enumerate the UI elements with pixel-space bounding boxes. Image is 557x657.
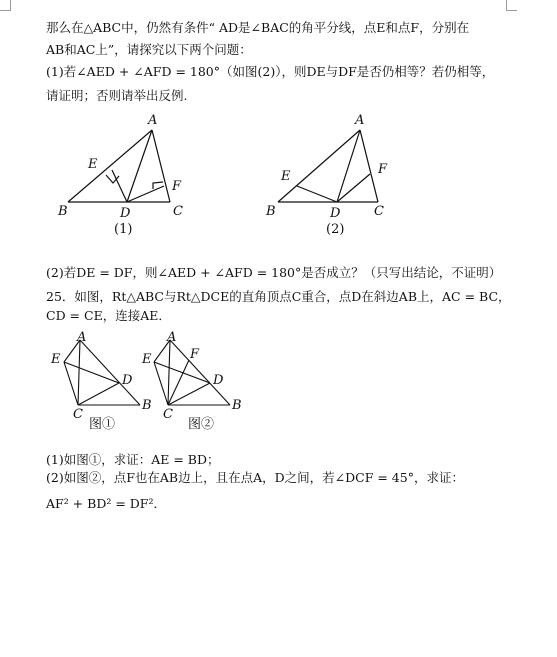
text-line-5: (2)若DE = DF，则∠AED + ∠AFD = 180°是否成立？（只写出结论，不证明） (46, 265, 502, 280)
text-line-9: (2)如图②，点F也在AB边上，且在点A，D之间，若∠DCF = 45°，求证： (46, 470, 464, 485)
fig4-label-B: B (232, 398, 242, 413)
fig1-label-B: B (58, 204, 68, 219)
fig4-label-F: F (190, 347, 200, 362)
fig3-label-B: B (142, 398, 152, 413)
fig1-label-A: A (148, 113, 158, 128)
fig3-label-D: D (122, 373, 133, 388)
fig4-caption: 图② (188, 417, 215, 432)
fig1-label-E: E (88, 157, 98, 172)
fig4-label-E: E (142, 352, 152, 367)
fig3-label-A: A (77, 330, 87, 345)
text-line-6: 25．如图，Rt△ABC与Rt△DCE的直角顶点C重合，点D在斜边AB上，AC = BC， (46, 289, 511, 304)
text-line-4: 请证明；否则请举出反例. (46, 88, 188, 103)
fig3-label-E: E (51, 352, 61, 367)
text-line-2: AB和AC上”，请探究以下两个问题： (46, 42, 252, 57)
fig4-label-D: D (213, 373, 224, 388)
text-line-8: (1)如图①，求证：AE = BD； (46, 452, 220, 467)
fig2-label-F: F (378, 162, 388, 177)
text-line-1: 那么在△ABC中，仍然有条件“ AD是∠BAC的角平分线，点E和点F，分别在 (46, 20, 470, 35)
text-line-7: CD = CE，连接AE． (46, 308, 171, 323)
fig2-label-D: D (330, 206, 341, 221)
fig4-label-A: A (167, 330, 177, 345)
fig2-caption: (2) (326, 222, 345, 237)
fig4-label-C: C (163, 407, 173, 422)
fig1-label-F: F (172, 179, 182, 194)
fig1-label-C: C (173, 204, 183, 219)
fig2-label-C: C (374, 204, 384, 219)
fig1-caption: (1) (114, 222, 133, 237)
fig3-label-C: C (73, 407, 83, 422)
fig2-label-E: E (281, 169, 291, 184)
fig2-label-A: A (355, 113, 365, 128)
fig1-label-D: D (120, 206, 131, 221)
fig3-caption: 图① (89, 417, 116, 432)
text-line-10: AF² + BD² = DF²． (46, 496, 166, 511)
fig2-label-B: B (266, 204, 276, 219)
text-line-3: (1)若∠AED + ∠AFD = 180°（如图(2)），则DE与DF是否仍相等？若仍相等， (46, 64, 495, 79)
